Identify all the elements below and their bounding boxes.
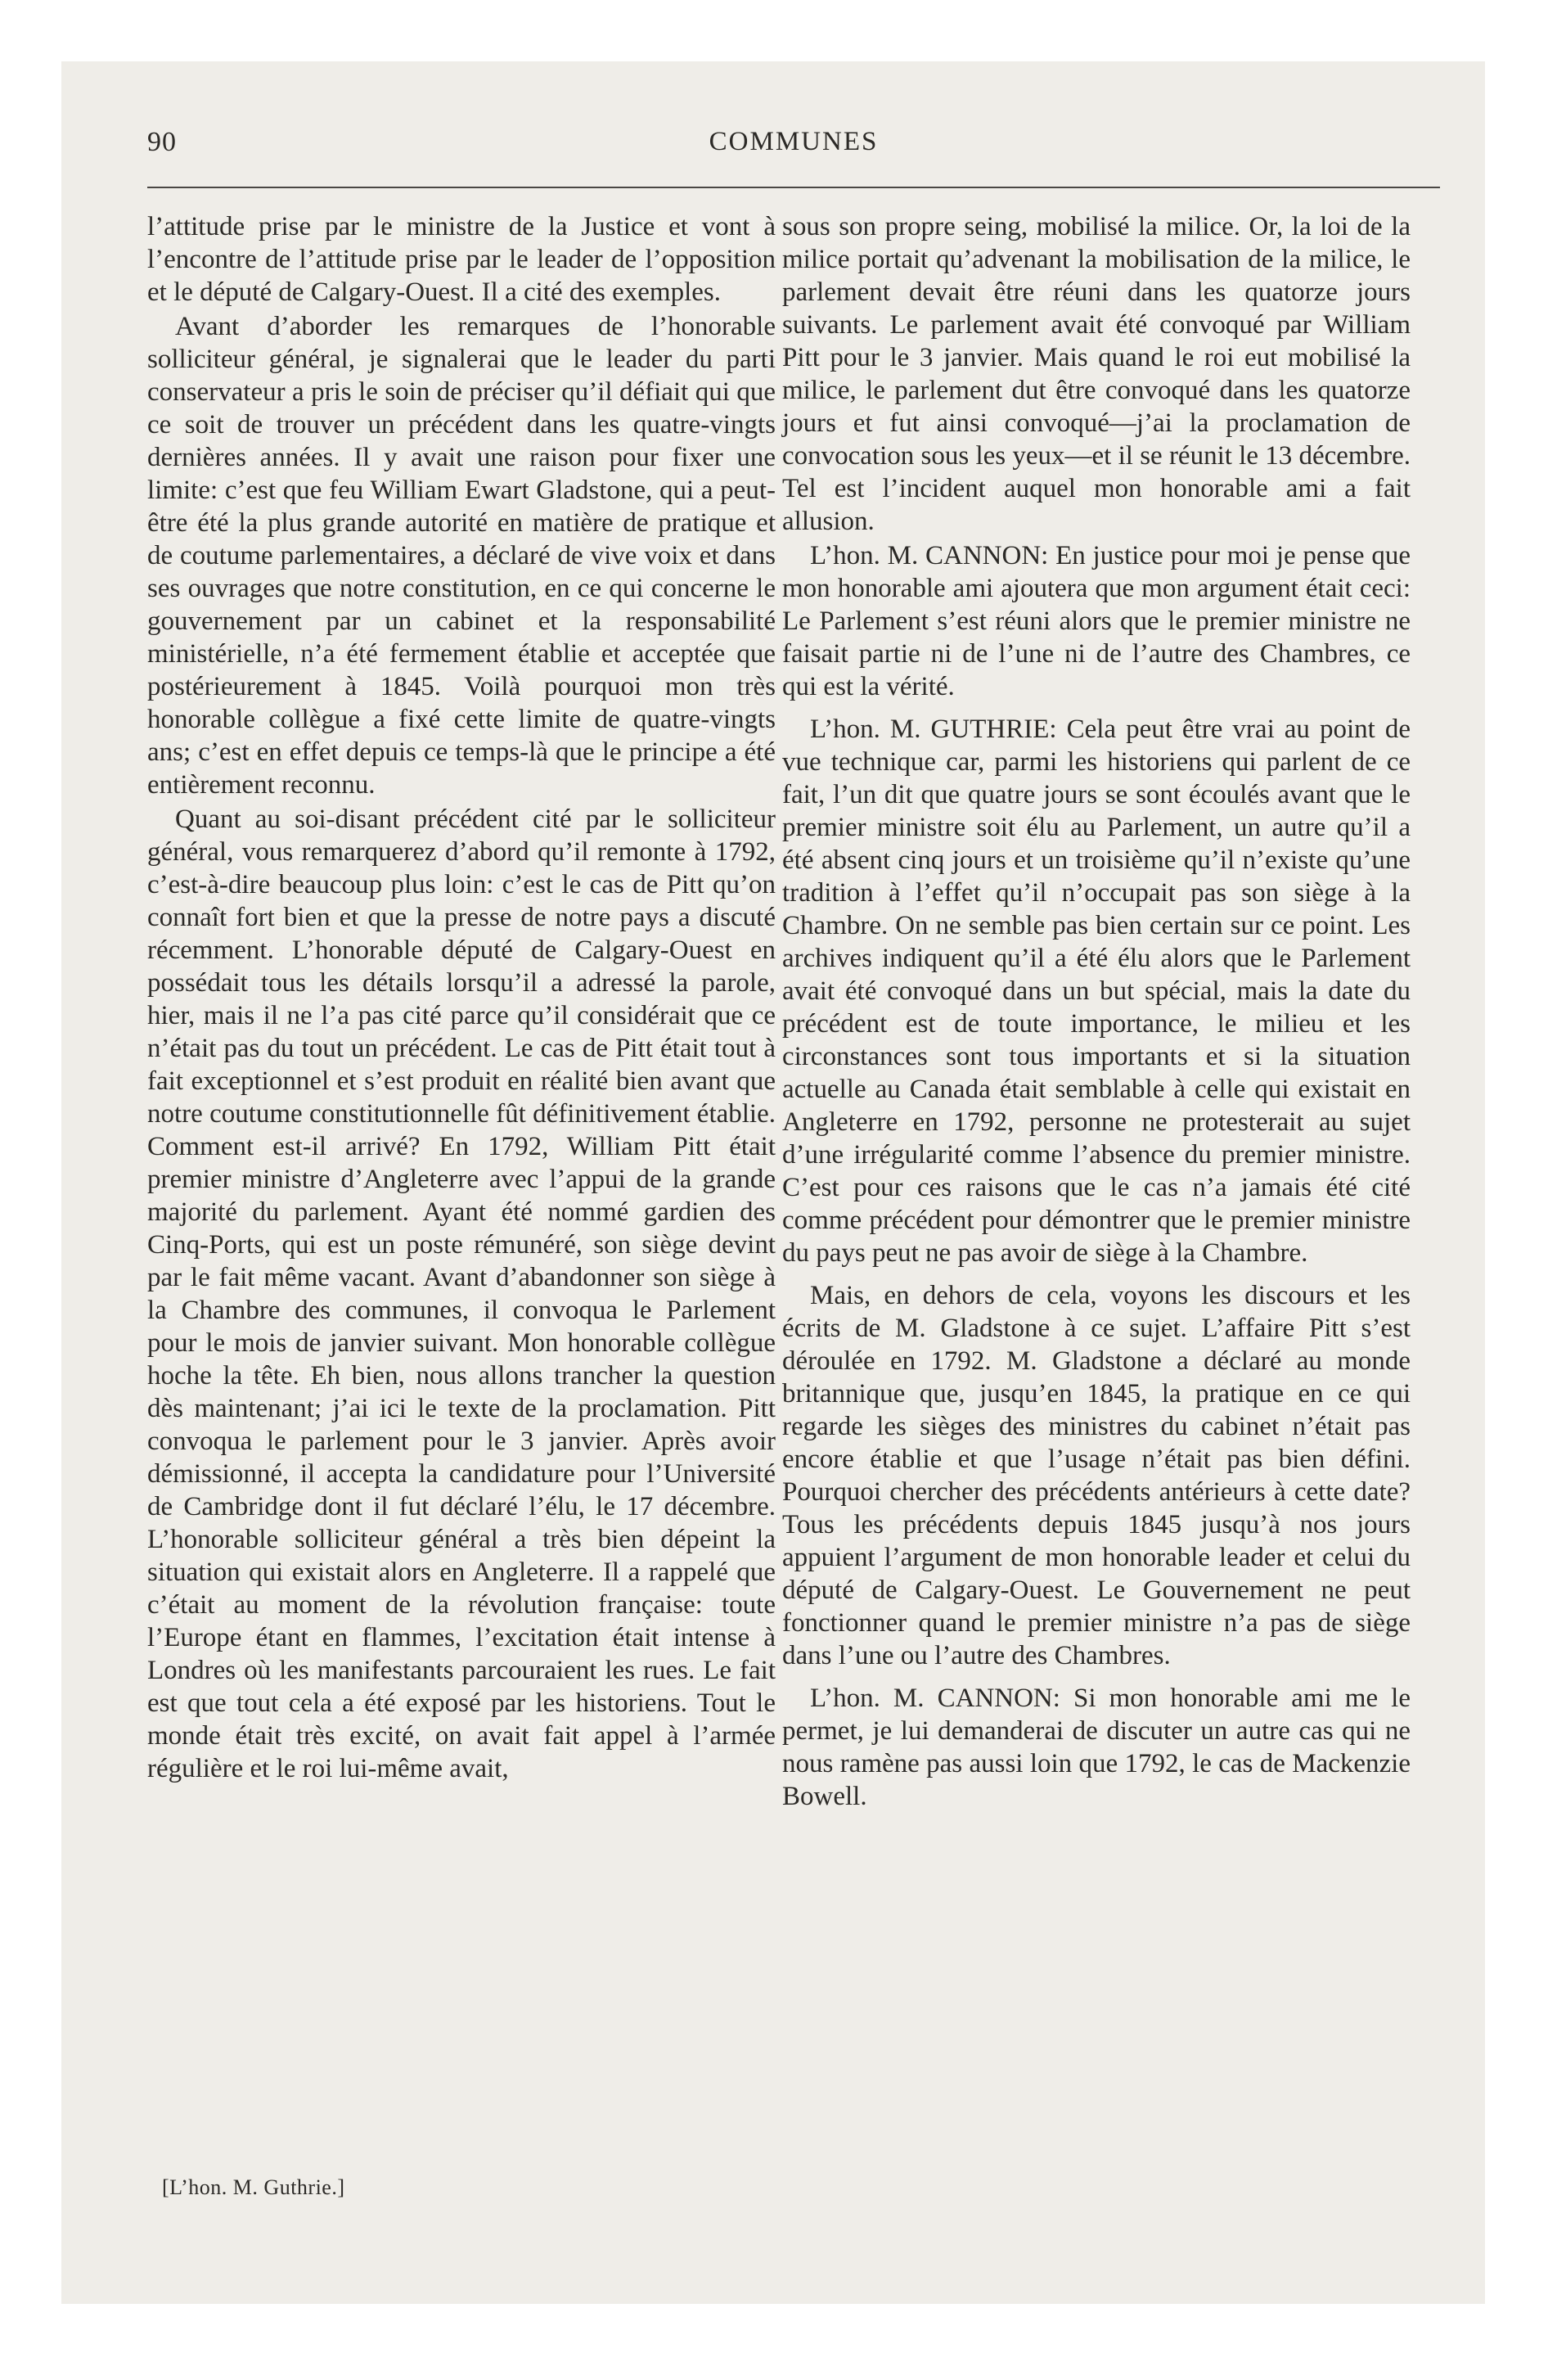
paragraph: L’hon. M. CANNON: En justice pour moi je pense que mon honorable ami ajoutera que mon argument était ceci: Le Parlement s’est réuni alors que le premier ministre ne faisait partie ni de l’une ni de l’autre des Chambres, ce qui est la vérité. — [782, 541, 1411, 701]
right-column — [782, 210, 1411, 1813]
scanned-page — [61, 61, 1485, 2304]
paragraph: Mais, en dehors de cela, voyons les discours et les écrits de M. Gladstone à ce sujet. L’affaire Pitt s’est déroulée en 1792. M. Gladstone a déclaré au monde britannique que, jusqu’en 1845, la pratique en ce qui regarde les sièges des ministres du cabinet n’était pas encore établie et que l’usage n’était pas bien défini. Pourquoi chercher des précédents antérieurs à cette date? Tous les précédents depuis 1845 jusqu’à nos jours appuient l’argument de mon honorable leader et celui du député de Calgary-Ouest. Le Gouvernement ne peut fonctionner quand le premier ministre n’a pas de siège dans l’une ou l’autre des Chambres. — [782, 1281, 1411, 1670]
paragraph: L’hon. M. GUTHRIE: Cela peut être vrai au point de vue technique car, parmi les historiens qui parlent de ce fait, l’un dit que quatre jours se sont écoulés avant que le premier ministre soit élu au Parlement, un autre qu’il a été absent cinq jours et un troisième qu’il n’existe qu’une tradition à l’effet qu’il n’occupait pas son siège à la Chambre. On ne semble pas bien certain sur ce point. Les archives indiquent qu’il a été élu alors que le Parlement avait été convoqué dans un but spécial, mais la date du précédent est de toute importance, le milieu et les circonstances sont tous importants et si la situation actuelle au Canada était semblable à celle qui existait en Angleterre en 1792, personne ne protesterait au sujet d’une irrégularité comme l’absence du premier ministre. C’est pour ces raisons que le cas n’a jamais été cité comme précédent pour démontrer que le premier ministre du pays peut ne pas avoir de siège à la Chambre. — [782, 714, 1411, 1268]
page-number: 90 — [147, 127, 177, 157]
page-header — [147, 127, 1440, 176]
paragraph: Quant au soi-disant précédent cité par le solliciteur général, vous remarquerez d’abord qu’il remonte à 1792, c’est-à-dire beaucoup plus loin: c’est le cas de Pitt qu’on connaît fort bien et que la presse de notre pays a discuté récemment. L’honorable député de Calgary-Ouest en possédait tous les détails lorsqu’il a adressé la parole, hier, mais il ne l’a pas cité parce qu’il considérait que ce n’était pas du tout un précédent. Le cas de Pitt était tout à fait exceptionnel et s’est produit en réalité bien avant que notre coutume constitutionnelle fût définitivement établie. Comment est-il arrivé? En 1792, William Pitt était premier ministre d’Angleterre avec l’appui de la grande majorité du parlement. Ayant été nommé gardien des Cinq-Ports, qui est un poste rémunéré, son siège devint par le fait même vacant. Avant d’abandonner son siège à la Chambre des communes, il convoqua le Parlement pour le mois de janvier suivant. Mon honorable collègue hoche la tête. Eh bien, nous allons trancher la question dès maintenant; j’ai ici le texte de la proclamation. Pitt convoqua le parlement pour le 3 janvier. Après avoir démissionné, il accepta la candidature pour l’Université de Cambridge dont il fut déclaré l’élu, le 17 décembre. L’honorable solliciteur général a très bien dépeint la situation qui existait alors en Angleterre. Il a rappelé que c’était au moment de la révolution française: toute l’Europe étant en flammes, l’excitation était intense à Londres où les manifestants parcouraient les rues. Le fait est que tout cela a été exposé par les historiens. Tout le monde était très excité, on avait fait appel à l’armée régulière et le roi lui-même avait, — [147, 805, 776, 1783]
running-title: COMMUNES — [709, 127, 879, 156]
paragraph: sous son propre seing, mobilisé la milice. Or, la loi de la milice portait qu’advenant la mobilisation de la milice, le parlement devait être réuni dans les quatorze jours suivants. Le parlement avait été convoqué par William Pitt pour le 3 janvier. Mais quand le roi eut mobilisé la milice, le parlement dut être convoqué dans les quatorze jours et fut ainsi convoqué—j’ai la proclamation de convocation sous les yeux—et il se réunit le 13 décembre. Tel est l’incident auquel mon honorable ami a fait allusion. — [782, 212, 1411, 536]
paragraph: l’attitude prise par le ministre de la Justice et vont à l’encontre de l’attitude prise par le leader de l’opposition et le député de Calgary-Ouest. Il a cité des exemples. — [147, 212, 776, 307]
paragraph: Avant d’aborder les remarques de l’honorable solliciteur général, je signalerai que le leader du parti conservateur a pris le soin de préciser qu’il défiait qui que ce soit de trouver un précédent dans les quatre-vingts dernières années. Il y avait une raison pour fixer une limite: c’est que feu William Ewart Gladstone, qui a peut-être été la plus grande autorité en matière de pratique et de coutume parlementaires, a déclaré de vive voix et dans ses ouvrages que notre constitution, en ce qui concerne le gouvernement par un cabinet et la responsabilité ministérielle, n’a été fermement établie et acceptée que postérieurement à 1845. Voilà pourquoi mon très honorable collègue a fixé cette limite de quatre-vingts ans; c’est en effet depuis ce temps-là que le principe a été entièrement reconnu. — [147, 312, 776, 800]
paragraph: L’hon. M. CANNON: Si mon honorable ami me le permet, je lui demanderai de discuter un autre cas qui ne nous ramène pas aussi loin que 1792, le cas de Mackenzie Bowell. — [782, 1684, 1411, 1811]
speaker-attribution: [L’hon. M. Guthrie.] — [162, 2175, 345, 2199]
header-rule — [147, 187, 1440, 188]
left-column — [147, 210, 776, 1785]
